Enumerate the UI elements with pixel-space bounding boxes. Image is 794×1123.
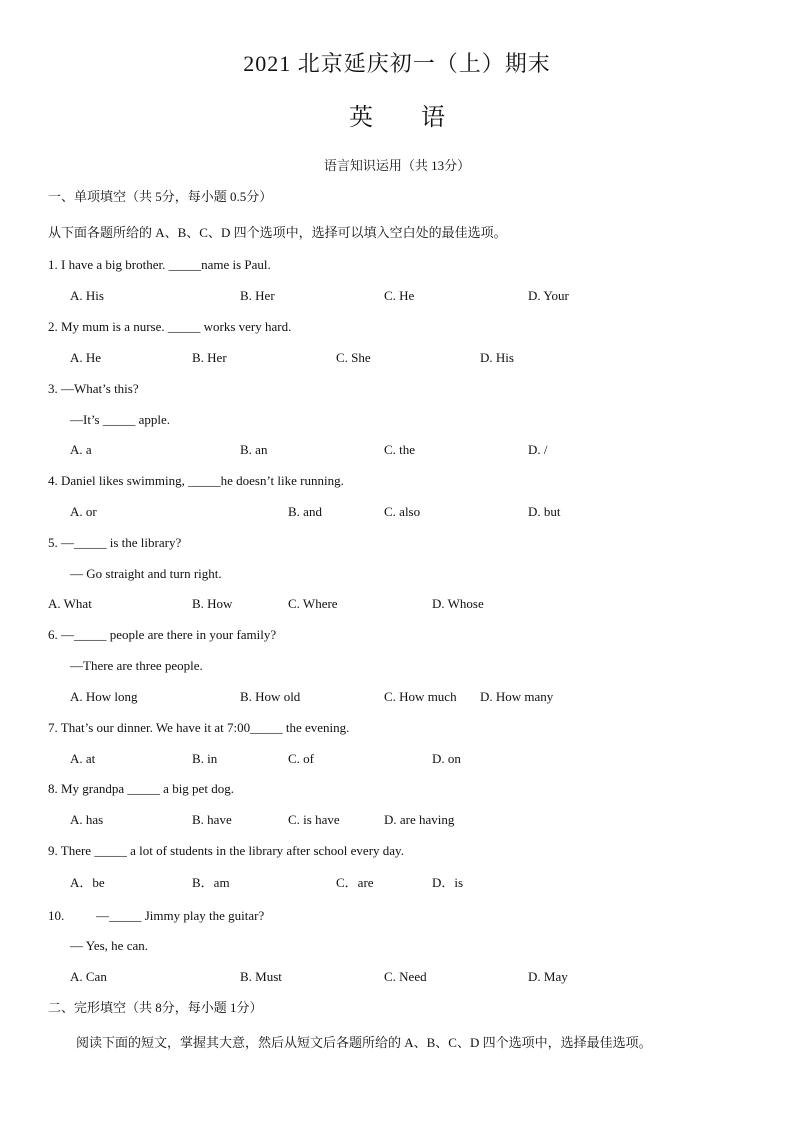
section1-heading: 一、单项填空（共 5分，每小题 0.5分） <box>48 189 273 204</box>
q1-option-b: B. Her <box>240 288 275 303</box>
q2-option-b: B. Her <box>192 350 227 365</box>
q2-option-d: D. His <box>480 350 514 365</box>
section2-heading: 二、完形填空（共 8分，每小题 1分） <box>48 1000 263 1015</box>
question-3-stem-2: —It’s _____ apple. <box>70 412 171 427</box>
q5-option-a: A. What <box>48 596 92 611</box>
question-9-stem: 9. There _____ a lot of students in the library after school every day. <box>48 843 404 858</box>
question-7-stem: 7. That’s our dinner. We have it at 7:00_____ the evening. <box>48 720 350 735</box>
part-heading: 语言知识运用（共 13分） <box>323 158 471 173</box>
q4-option-d: D. but <box>528 504 561 519</box>
question-5-stem-2: — Go straight and turn right. <box>70 566 222 581</box>
question-10-stem-2: — Yes, he can. <box>70 938 148 953</box>
q8-option-c: C. is have <box>288 812 340 827</box>
q4-option-a: A. or <box>70 504 97 519</box>
q5-option-d: D. Whose <box>432 596 484 611</box>
q1-option-a: A. His <box>70 288 104 303</box>
q8-option-d: D. are having <box>384 812 455 827</box>
question-10-stem: —_____ Jimmy play the guitar? <box>96 908 265 923</box>
q1-option-d: D. Your <box>528 288 569 303</box>
q5-option-b: B. How <box>192 596 233 611</box>
q9-option-c: C．are <box>336 875 374 890</box>
q9-option-a: A．be <box>70 875 105 890</box>
q3-option-b: B. an <box>240 442 268 457</box>
question-4-stem: 4. Daniel likes swimming, _____he doesn’t like running. <box>48 473 344 488</box>
q10-option-b: B. Must <box>240 969 282 984</box>
q9-option-b: B．am <box>192 875 230 890</box>
q8-option-b: B. have <box>192 812 232 827</box>
section2-instruction: 阅读下面的短文，掌握其大意，然后从短文后各题所给的 A、B、C、D 四个选项中，选择最佳选项。 <box>76 1035 652 1050</box>
question-5-stem: 5. —_____ is the library? <box>48 535 182 550</box>
q7-option-b: B. in <box>192 751 218 766</box>
q5-option-c: C. Where <box>288 596 338 611</box>
q8-option-a: A. has <box>70 812 104 827</box>
page-title: 2021 北京延庆初一（上）期末 <box>243 51 551 76</box>
q6-option-d: D. How many <box>480 689 554 704</box>
q2-option-a: A. He <box>70 350 102 365</box>
question-8-stem: 8. My grandpa _____ a big pet dog. <box>48 781 234 796</box>
q3-option-c: C. the <box>384 442 416 457</box>
subject-title: 英语 <box>349 105 493 131</box>
q7-option-c: C. of <box>288 751 314 766</box>
section1-instruction: 从下面各题所给的 A、B、C、D 四个选项中，选择可以填入空白处的最佳选项。 <box>48 225 507 240</box>
q6-option-a: A. How long <box>70 689 138 704</box>
q10-option-d: D. May <box>528 969 568 984</box>
q7-option-d: D. on <box>432 751 461 766</box>
q6-option-b: B. How old <box>240 689 301 704</box>
q4-option-c: C. also <box>384 504 421 519</box>
question-6-stem: 6. —_____ people are there in your family? <box>48 627 277 642</box>
q2-option-c: C. She <box>336 350 371 365</box>
q7-option-a: A. at <box>70 751 96 766</box>
q3-option-a: A. a <box>70 442 92 457</box>
q3-option-d: D. / <box>528 442 548 457</box>
question-2-stem: 2. My mum is a nurse. _____ works very hard. <box>48 319 292 334</box>
q4-option-b: B. and <box>288 504 322 519</box>
question-6-stem-2: —There are three people. <box>70 658 203 673</box>
q9-option-d: D．is <box>432 875 464 890</box>
q6-option-c: C. How much <box>384 689 457 704</box>
q1-option-c: C. He <box>384 288 415 303</box>
q10-option-c: C. Need <box>384 969 427 984</box>
question-3-stem: 3. —What’s this? <box>48 381 139 396</box>
q10-option-a: A. Can <box>70 969 107 984</box>
question-1-stem: 1. I have a big brother. _____name is Paul. <box>48 257 271 272</box>
question-10-number: 10. <box>48 908 65 923</box>
